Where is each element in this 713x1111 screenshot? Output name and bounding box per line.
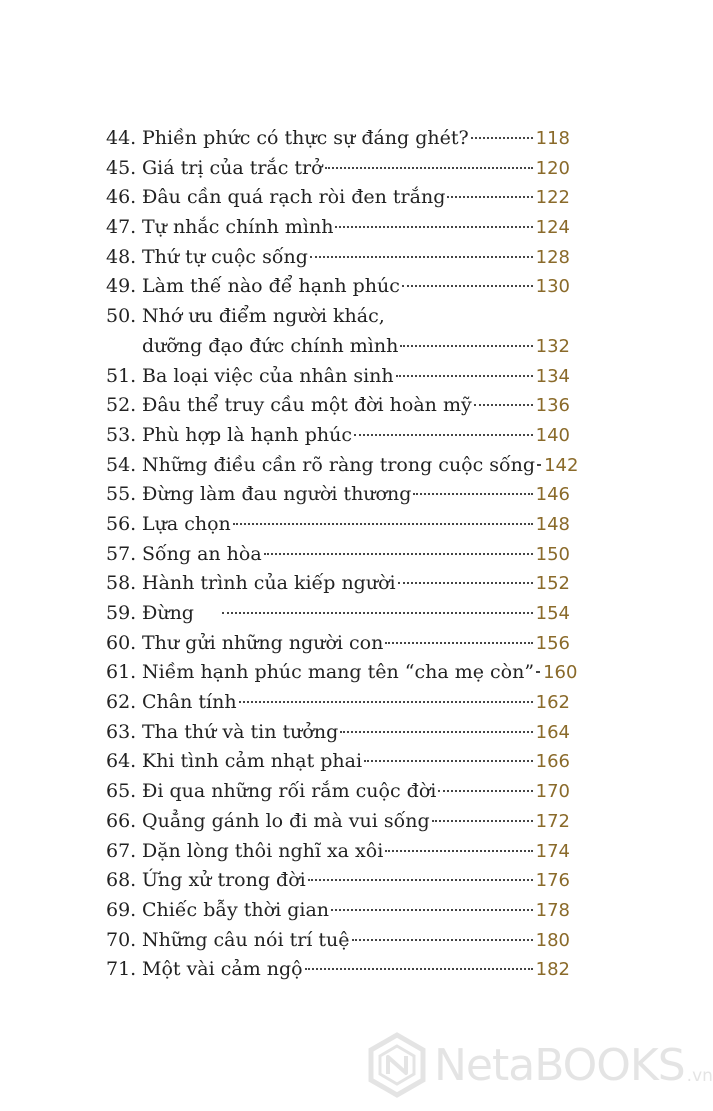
dot-leader (385, 850, 532, 852)
toc-entry-page: 152 (535, 573, 570, 595)
toc-entry (106, 421, 570, 451)
toc-entry (106, 391, 570, 421)
toc-entry-page: 142 (544, 454, 579, 476)
toc-entry-title: Lựa chọn (142, 512, 231, 535)
toc-entry-title: Ba loại việc của nhân sinh (142, 364, 394, 387)
netabooks-watermark (364, 1030, 713, 1100)
toc-entry-title: Đâu thể truy cầu một đời hoàn mỹ (142, 394, 472, 417)
toc-entry (106, 302, 570, 332)
toc-entry-title: Đâu cần quá rạch ròi đen trắng (142, 186, 446, 209)
dot-leader (331, 909, 533, 911)
toc-entry-page: 150 (535, 543, 570, 565)
watermark-brand: NetaBOOKS (434, 1039, 685, 1091)
toc-entry-title: Đi qua những rối rắm cuộc đời (142, 780, 437, 803)
toc-entry (106, 124, 570, 154)
dot-leader (364, 760, 533, 762)
toc-entry-number: 62. (106, 691, 137, 714)
toc-entry-title: Phiền phức có thực sự đáng ghét? (142, 127, 469, 149)
toc-entry-page: 134 (535, 365, 570, 387)
toc-entry-title: Đừng làm đau người thương (142, 483, 412, 506)
toc-entry-number: 57. (106, 542, 137, 565)
dot-leader (354, 434, 533, 436)
toc-entry-number: 50. (106, 305, 137, 328)
toc-entry-continuation (106, 332, 570, 362)
dot-leader (352, 939, 533, 941)
toc-entry (106, 243, 570, 273)
toc-entry-number: 54. (106, 453, 137, 476)
toc-entry-title: Giá trị của trắc trở (142, 156, 323, 179)
dot-leader (413, 493, 532, 495)
toc-entry-title: Phù hợp là hạnh phúc (142, 423, 352, 446)
toc-entry-page: 164 (535, 721, 570, 743)
toc-entry-number: 49. (106, 275, 137, 298)
dot-leader (537, 464, 541, 466)
toc-entry-page: 130 (535, 276, 570, 298)
toc-entry-number: 58. (106, 572, 137, 595)
toc-entry (106, 955, 570, 985)
dot-leader (396, 375, 533, 377)
dot-leader (385, 642, 532, 644)
toc-entry-number: 51. (106, 364, 137, 387)
toc-entry-page: 162 (535, 692, 570, 714)
dot-leader (222, 612, 533, 614)
dot-leader (310, 256, 533, 258)
toc-entry (106, 777, 570, 807)
toc-entry-number: 67. (106, 839, 137, 862)
dot-leader (474, 404, 533, 406)
dot-leader (471, 137, 533, 139)
toc-entry-page: 166 (535, 751, 570, 773)
toc-entry (106, 718, 570, 748)
toc-entry-page: 148 (535, 513, 570, 535)
toc-entry-title: Quẳng gánh lo đi mà vui sống (142, 809, 430, 832)
toc-entry-page: 176 (535, 870, 570, 892)
toc-entry-page: 146 (535, 484, 570, 506)
toc-entry-page: 122 (535, 187, 570, 209)
dot-leader (340, 731, 532, 733)
dot-leader (536, 671, 540, 673)
toc-entry-title: Niềm hạnh phúc mang tên “cha mẹ còn” (142, 661, 535, 684)
dot-leader (264, 553, 533, 555)
toc-entry (106, 480, 570, 510)
toc-entry-number: 52. (106, 394, 137, 417)
dot-leader (402, 285, 533, 287)
toc-entry (106, 866, 570, 896)
toc-entry-title: Làm thế nào để hạnh phúc (142, 275, 400, 298)
toc-entry-page: 136 (535, 395, 570, 417)
toc-entry (106, 658, 578, 688)
toc-entry-page: 124 (535, 217, 570, 239)
toc-entry-number: 63. (106, 720, 137, 743)
toc-entry-number: 55. (106, 483, 137, 506)
toc-entry (106, 183, 570, 213)
toc-entry (106, 599, 570, 629)
table-of-contents (106, 124, 579, 985)
toc-entry (106, 451, 579, 481)
toc-entry-number: 47. (106, 216, 137, 239)
toc-entry-title: Dặn lòng thôi nghĩ xa xôi (142, 839, 384, 862)
toc-entry-page: 140 (535, 424, 570, 446)
toc-entry-page: 160 (543, 662, 578, 684)
toc-entry-page: 118 (535, 128, 570, 149)
toc-entry (106, 510, 570, 540)
dot-leader (239, 701, 533, 703)
toc-entry-number: 68. (106, 869, 137, 892)
toc-entry-number: 71. (106, 958, 137, 981)
toc-entry-title: Những câu nói trí tuệ (142, 928, 350, 951)
toc-entry-title: Những điều cần rõ ràng trong cuộc sống (142, 453, 536, 476)
toc-entry (106, 272, 570, 302)
toc-entry-number: 45. (106, 156, 137, 179)
dot-leader (308, 879, 533, 881)
toc-entry-title: Sống an hòa (142, 542, 262, 565)
toc-entry-title: Ứng xử trong đời (142, 869, 306, 892)
dot-leader (325, 167, 533, 169)
dot-leader (305, 968, 533, 970)
dot-leader (398, 582, 533, 584)
toc-entry (106, 747, 570, 777)
toc-entry-number: 66. (106, 809, 137, 832)
toc-entry-number: 48. (106, 245, 137, 268)
toc-entry-page: 132 (535, 335, 570, 357)
toc-entry-number: 59. (106, 602, 137, 624)
toc-entry-title: Tự nhắc chính mình (142, 216, 334, 239)
toc-entry-title: Tha thứ và tin tưởng (142, 720, 339, 743)
toc-entry-title: Thứ tự cuộc sống (142, 245, 308, 268)
toc-entry-title: Chân tính (142, 691, 237, 714)
toc-entry (106, 688, 570, 718)
netabooks-logo-icon (364, 1032, 430, 1098)
toc-entry (106, 807, 570, 837)
toc-entry-number: 44. (106, 127, 137, 149)
toc-entry (106, 629, 570, 659)
toc-entry-number: 64. (106, 750, 137, 773)
dot-leader (438, 790, 532, 792)
dot-leader (447, 196, 532, 198)
toc-entry-page: 128 (535, 246, 570, 268)
toc-entry-page: 182 (535, 959, 570, 981)
toc-entry-number: 60. (106, 631, 137, 654)
toc-entry-page: 154 (535, 603, 570, 624)
watermark-suffix: .vn (686, 1066, 713, 1086)
toc-entry (106, 896, 570, 926)
toc-entry-title: Đừng (142, 602, 194, 624)
toc-entry (106, 154, 570, 184)
dot-leader (400, 345, 532, 347)
toc-entry-number: 69. (106, 898, 137, 921)
toc-entry (106, 213, 570, 243)
toc-entry-title: Hành trình của kiếp người (142, 572, 396, 595)
dot-leader (233, 523, 533, 525)
toc-entry (106, 362, 570, 392)
toc-entry-number: 53. (106, 423, 137, 446)
toc-entry (106, 569, 570, 599)
toc-entry-number: 46. (106, 186, 137, 209)
toc-entry-title: Chiếc bẫy thời gian (142, 898, 330, 921)
toc-entry-title: Thư gửi những người con (142, 631, 384, 654)
toc-entry-title: Một vài cảm ngộ (142, 958, 303, 981)
toc-entry-page: 178 (535, 899, 570, 921)
toc-entry-title: Nhớ ưu điểm người khác, (142, 305, 385, 328)
dot-leader (335, 226, 532, 228)
toc-entry-number: 61. (106, 661, 137, 684)
toc-entry-page: 172 (535, 810, 570, 832)
toc-entry (106, 926, 570, 956)
toc-entry-number: 56. (106, 512, 137, 535)
toc-entry-page: 156 (535, 632, 570, 654)
toc-entry-page: 170 (535, 781, 570, 803)
toc-entry-number: 65. (106, 780, 137, 803)
toc-entry-number: 70. (106, 928, 137, 951)
toc-entry-title-continued: dưỡng đạo đức chính mình (142, 334, 399, 357)
toc-entry-page: 180 (535, 929, 570, 951)
toc-entry-page: 174 (535, 840, 570, 862)
toc-entry (106, 540, 570, 570)
toc-entry (106, 837, 570, 867)
toc-entry-page: 120 (535, 157, 570, 179)
toc-entry-title: Khi tình cảm nhạt phai (142, 750, 363, 773)
dot-leader (432, 820, 533, 822)
